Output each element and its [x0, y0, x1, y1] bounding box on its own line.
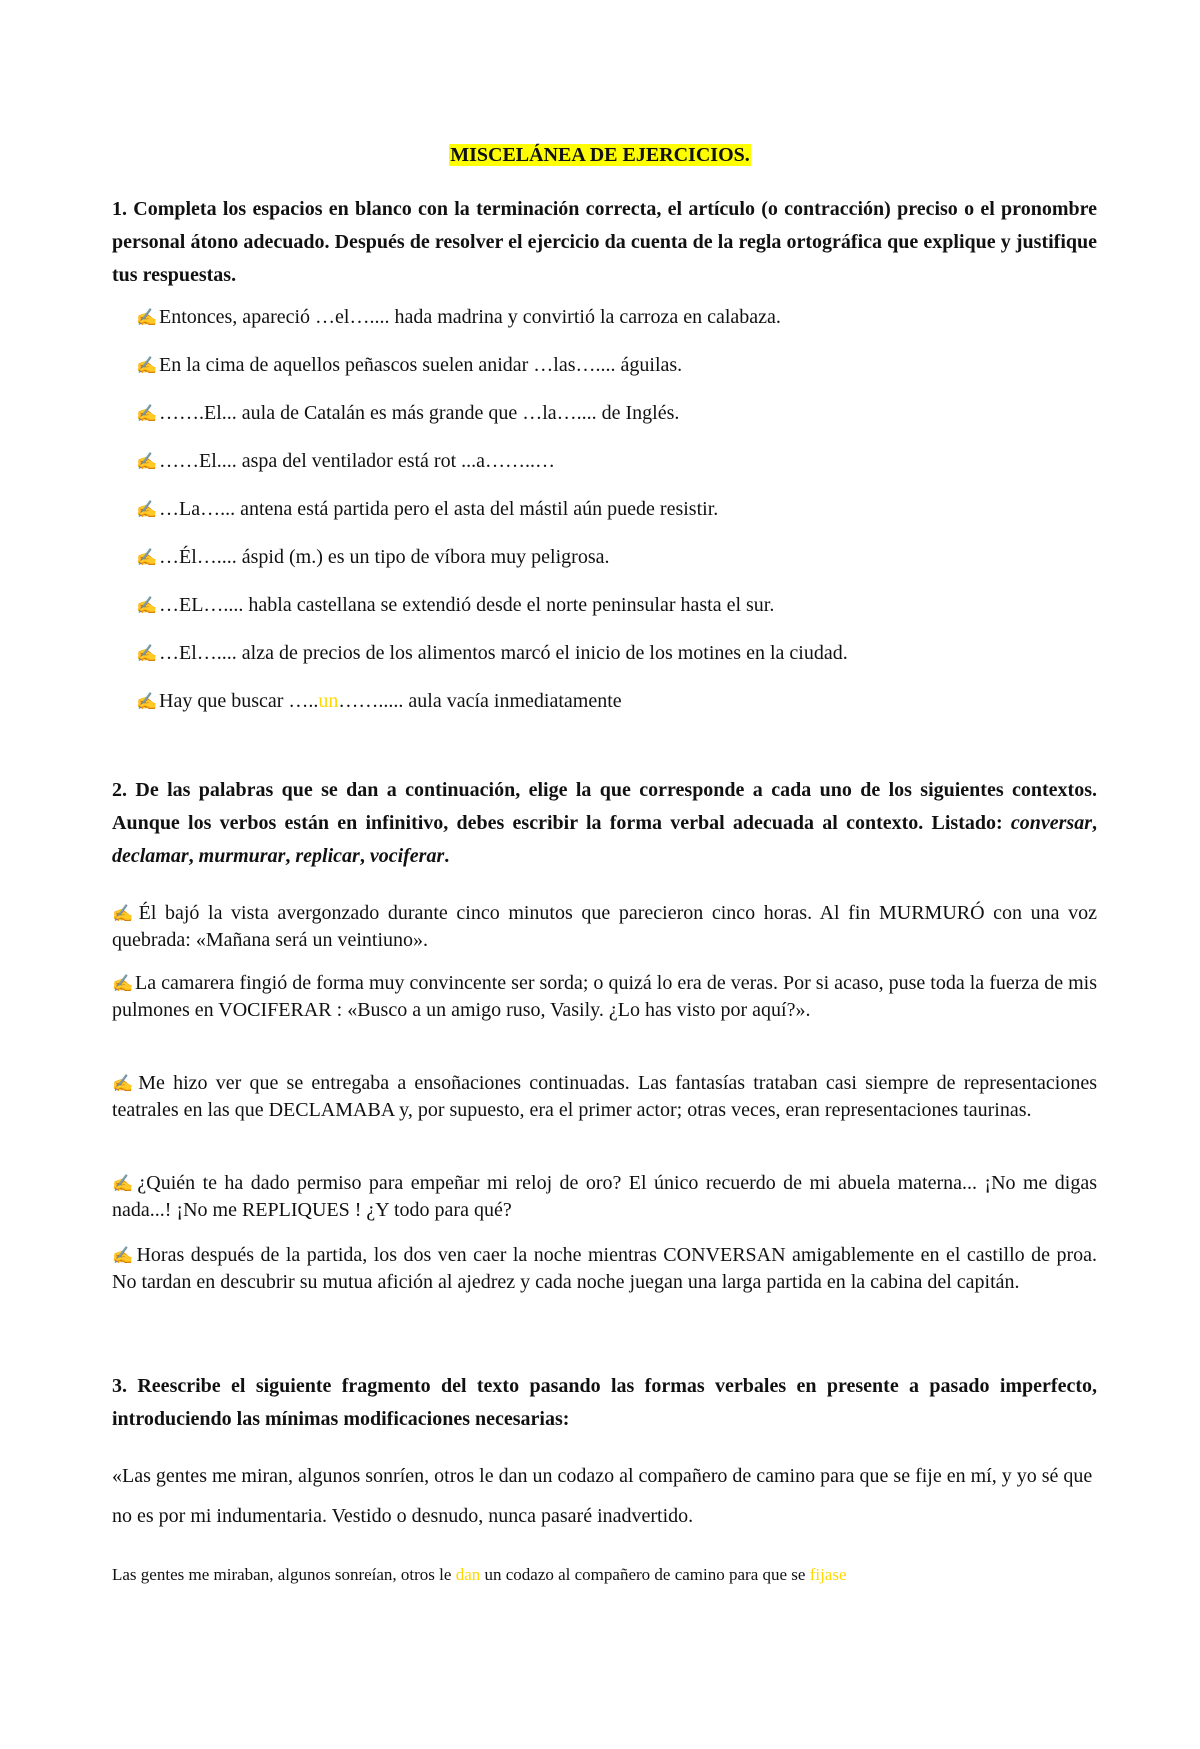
list-item: ✍ Hay que buscar …..un……..... aula vacía inmediatamente — [136, 690, 622, 712]
list-item: ✍ …El….... alza de precios de los alimentos marcó el inicio de los motines en la ciudad. — [136, 642, 848, 664]
question-2: 2. De las palabras que se dan a continuación, elige la que corresponde a cada uno de los siguientes contextos. Aunque los verbos están en infinitivo, debes escribir la forma verbal adecuada al contexto. Listado: conversar, declamar, murmurar, replicar, vociferar. — [112, 779, 1097, 867]
context-item: ✍ Horas después de la partida, los dos ven caer la noche mientras CONVERSAN amigablemente en el castillo de proa. No tardan en descubrir su mutua afición al ajedrez y cada noche juegan una larga partida en la cabina del capitán. — [112, 1244, 1097, 1293]
writing-hand-icon: ✍ — [112, 1074, 134, 1093]
writing-hand-icon: ✍ — [112, 974, 134, 993]
page-title — [0, 144, 1200, 167]
quoted-fragment: «Las gentes me miran, algunos sonríen, otros le dan un codazo al compañero de camino para que se fije en mí, y yo sé que no es por mi indumentaria. Vestido o desnudo, nunca pasaré inadvertido. — [112, 1465, 1093, 1527]
writing-hand-icon: ✍ — [136, 644, 158, 663]
writing-hand-icon: ✍ — [136, 452, 158, 471]
list-item: ✍ …EL….... habla castellana se extendió desde el norte peninsular hasta el sur. — [136, 594, 775, 616]
context-item: ✍ La camarera fingió de forma muy convincente ser sorda; o quizá lo era de veras. Por si acaso, puse toda la fuerza de mis pulmones en VOCIFERAR : «Busco a un amigo ruso, Vasily. ¿Lo has visto por aquí?». — [112, 972, 1097, 1021]
writing-hand-icon: ✍ — [136, 404, 158, 423]
writing-hand-icon: ✍ — [136, 548, 158, 567]
list-item: ✍ …Él….... áspid (m.) es un tipo de víbora muy peligrosa. — [136, 546, 610, 568]
list-item: ✍ ……El.... aspa del ventilador está rot ...a……..… — [136, 450, 556, 472]
context-item: ✍ ¿Quién te ha dado permiso para empeñar mi reloj de oro? El único recuerdo de mi abuela materna... ¡No me digas nada...! ¡No me REPLIQUES ! ¿Y todo para qué? — [112, 1172, 1098, 1221]
writing-hand-icon: ✍ — [112, 904, 134, 923]
writing-hand-icon: ✍ — [136, 692, 158, 711]
list-item: ✍ …La…... antena está partida pero el asta del mástil aún puede resistir. — [136, 498, 719, 520]
context-item: ✍ Me hizo ver que se entregaba a ensoñaciones continuadas. Las fantasías trataban casi siempre de representaciones teatrales en las que DECLAMABA y, por supuesto, era el primer actor; otras veces, eran representaciones taurinas. — [112, 1072, 1098, 1121]
writing-hand-icon: ✍ — [136, 308, 158, 327]
highlighted-answer: dan — [455, 1565, 481, 1584]
question-1: 1. Completa los espacios en blanco con la terminación correcta, el artículo (o contracción) preciso o el pronombre personal átono adecuado. Después de resolver el ejercicio da cuenta de la regla ortográfica que explique y justifique tus respuestas. — [112, 198, 1097, 286]
list-item: ✍ Entonces, apareció …el….... hada madrina y convirtió la carroza en calabaza. — [136, 306, 781, 328]
list-item: ✍ En la cima de aquellos peñascos suelen anidar …las….... águilas. — [136, 354, 683, 376]
writing-hand-icon: ✍ — [136, 500, 158, 519]
writing-hand-icon: ✍ — [112, 1174, 134, 1193]
writing-hand-icon: ✍ — [112, 1246, 134, 1265]
title-text: MISCELÁNEA DE EJERCICIOS. — [450, 144, 750, 166]
writing-hand-icon: ✍ — [136, 356, 158, 375]
question-3: 3. Reescribe el siguiente fragmento del texto pasando las formas verbales en presente a pasado imperfecto, introduciendo las mínimas modificaciones necesarias: — [112, 1375, 1097, 1430]
highlighted-answer: fijase — [809, 1565, 847, 1584]
context-item: ✍ Él bajó la vista avergonzado durante cinco minutos que parecieron cinco horas. Al fin MURMURÓ con una voz quebrada: «Mañana será un veintiuno». — [112, 902, 1098, 951]
list-item: ✍ …….El... aula de Catalán es más grande que …la….... de Inglés. — [136, 402, 680, 424]
answer-line: Las gentes me miraban, algunos sonreían, otros le dan un codazo al compañero de camino para que se fijase — [112, 1565, 847, 1584]
highlighted-answer: un — [318, 690, 339, 712]
writing-hand-icon: ✍ — [136, 596, 158, 615]
